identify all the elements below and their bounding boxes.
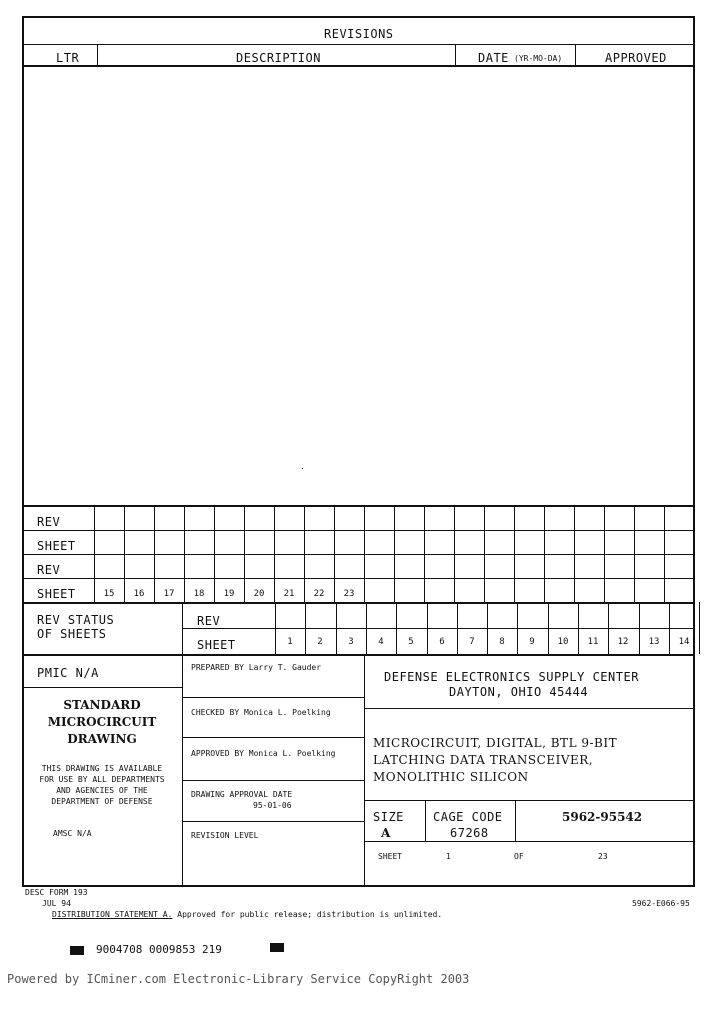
prepared-divider [182,697,364,698]
grid-col-sep [244,505,245,602]
size-label: SIZE [373,810,404,824]
form-date: JUL 94 [42,899,71,908]
cage-sep [515,800,516,841]
revisions-title: REVISIONS [324,27,394,41]
lower-sheet-number: 11 [587,637,599,647]
rev-row-label-2: REV [37,563,61,577]
grid-row-rule-2 [22,554,694,555]
revisions-header-bottom [22,65,694,67]
upper-sheet-number: 17 [163,589,175,599]
lower-sheet-number: 4 [378,637,384,647]
distribution-label: DISTRIBUTION STATEMENT A. [52,910,173,919]
cage-value: 67268 [450,826,489,840]
powered-by-line: Powered by ICminer.com Electronic-Library Service CopyRight 2003 [7,972,470,986]
sheet-row-label-1: SHEET [37,539,76,553]
description-line-3: MONOLITHIC SILICON [373,770,529,784]
grid-col-sep [334,505,335,602]
sheet-row-label-2: SHEET [37,587,76,601]
standard-line-1: STANDARD [63,698,141,712]
grid-col-sep [484,505,485,602]
grid-col-sep [184,505,185,602]
grid-row-rule-1 [22,530,694,531]
revisions-divider [22,44,694,45]
title-block-top [22,654,694,656]
description-line-2: LATCHING DATA TRANSCEIVER, [373,753,594,767]
size-row-divider [364,841,694,842]
col-approved: APPROVED [605,51,667,65]
grid-col-sep [214,505,215,602]
status-mid-rule [182,628,694,629]
pmic-label: PMIC N/A [37,666,99,680]
amsc-label: AMSC N/A [53,829,92,838]
title-col-sep-1 [182,654,183,887]
prepared-by: PREPARED BY Larry T. Gauder [191,663,322,672]
grid-col-sep [694,505,695,602]
upper-sheet-number: 15 [103,589,115,599]
revision-level-label: REVISION LEVEL [191,831,259,840]
upper-sheet-number: 20 [253,589,265,599]
agency-line-2: DAYTON, OHIO 45444 [449,685,589,699]
col-date-format: (YR-MO-DA) [514,54,563,63]
lower-sheet-number: 3 [348,637,354,647]
status-left-sep [182,602,183,654]
grid-col-sep [154,505,155,602]
upper-sheet-number: 19 [223,589,235,599]
grid-col-sep [604,505,605,602]
barcode-block-right [270,943,284,952]
upper-sheet-number: 18 [193,589,205,599]
grid-upper-bottom-rule [22,602,694,604]
frame-top [22,16,695,18]
status-sheet-label: SHEET [197,638,236,652]
availability-line-1: THIS DRAWING IS AVAILABLE [41,764,163,773]
upper-sheet-number: 21 [283,589,295,599]
grid-col-sep [514,505,515,602]
revisions-col-sep-1 [97,44,98,66]
checked-by: CHECKED BY Monica L. Poelking [191,708,331,717]
grid-col-sep [304,505,305,602]
lower-sheet-number: 12 [617,637,629,647]
rev-status-label: REV STATUS [37,613,115,627]
cage-label: CAGE CODE [433,810,503,824]
distribution-statement [52,910,442,919]
description-divider [364,800,694,801]
standard-line-3: DRAWING [67,732,137,746]
status-col-sep [699,602,700,654]
lower-sheet-number: 6 [439,637,445,647]
grid-col-sep [94,505,95,602]
checked-divider [182,737,364,738]
size-sep [425,800,426,841]
approval-date-label: DRAWING APPROVAL DATE [191,790,293,799]
upper-sheet-number: 23 [343,589,355,599]
lower-sheet-number: 5 [408,637,414,647]
grid-col-sep [664,505,665,602]
drawing-number: 5962-95542 [562,810,643,824]
col-ltr: LTR [56,51,80,65]
agency-line-1: DEFENSE ELECTRONICS SUPPLY CENTER [384,670,639,684]
document-reference: 5962-E066-95 [632,899,690,908]
status-rev-label: REV [197,614,221,628]
approved-divider [182,780,364,781]
sheet-number: 1 [446,852,451,861]
grid-col-sep [544,505,545,602]
form-number: DESC FORM 193 [25,888,88,897]
upper-sheet-number: 16 [133,589,145,599]
upper-sheet-number: 22 [313,589,325,599]
rev-row-label-1: REV [37,515,61,529]
of-label: OF [514,852,524,861]
barcode-text: 9004708 0009853 219 [96,943,222,956]
standard-line-2: MICROCIRCUIT [47,715,157,729]
frame-right [693,16,695,887]
grid-col-sep [424,505,425,602]
lower-sheet-number: 8 [499,637,505,647]
grid-col-sep [454,505,455,602]
title-col-sep-2 [364,654,365,887]
lower-sheet-number: 2 [317,637,323,647]
lower-sheet-number: 9 [529,637,535,647]
col-date: DATE [478,51,509,65]
availability-line-3: AND AGENCIES OF THE [56,786,148,795]
grid-row-rule-3 [22,578,694,579]
grid-col-sep [124,505,125,602]
agency-divider [364,708,694,709]
stray-mark: . [300,462,305,471]
grid-top-rule [22,505,694,507]
grid-col-sep [394,505,395,602]
grid-col-sep [574,505,575,602]
lower-sheet-number: 1 [287,637,293,647]
lower-sheet-number: 7 [469,637,475,647]
distribution-text: Approved for public release; distribution is unlimited. [177,910,443,919]
of-sheets-label: OF SHEETS [37,627,107,641]
lower-sheet-number: 10 [557,637,569,647]
approval-date: 95-01-06 [253,801,292,810]
revisions-col-sep-2 [455,44,456,66]
sheet-total: 23 [598,852,608,861]
approved-by: APPROVED BY Monica L. Poelking [191,749,336,758]
revisions-col-sep-3 [575,44,576,66]
description-line-1: MICROCIRCUIT, DIGITAL, BTL 9-BIT [373,736,618,750]
availability-line-4: DEPARTMENT OF DEFENSE [51,797,153,806]
frame-bottom [22,885,695,887]
grid-col-sep [634,505,635,602]
availability-line-2: FOR USE BY ALL DEPARTMENTS [39,775,165,784]
lower-sheet-number: 14 [678,637,690,647]
col-description: DESCRIPTION [236,51,321,65]
grid-col-sep [364,505,365,602]
approval-date-divider [182,821,364,822]
size-value: A [381,826,391,840]
barcode-block-left [70,946,84,955]
sheet-label: SHEET [378,852,403,861]
lower-sheet-number: 13 [648,637,660,647]
frame-left [22,16,24,887]
grid-col-sep [274,505,275,602]
pmic-divider [22,687,182,688]
